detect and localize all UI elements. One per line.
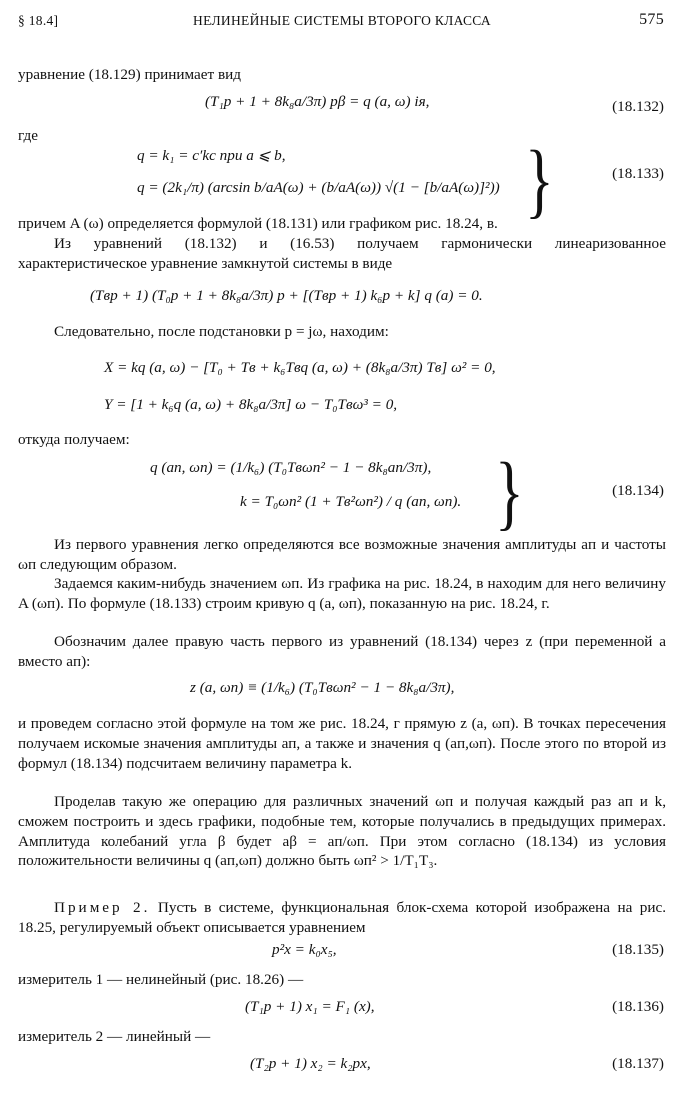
paragraph: и проведем согласно этой формуле на том же рис. 18.24, г прямую z (a, ωп). В точках пересечения получаем искомые значения амплитуды aп, а также и значения q (aп,ωп). После этого по второй из формул (18.134) подсчитаем величину параметра k.: [18, 715, 666, 772]
equation-z: z (a, ωп) ≡ (1/k₆) (T₀Tвωп² − 1 − 8k₈a/3π),: [190, 679, 455, 696]
equation-18-135: p²x = k₀x₅,: [272, 941, 337, 958]
example-text: Пусть в системе, функциональная блок-схема которой изображена на рис. 18.25, регулируемый объект описывается уравнением: [18, 899, 667, 936]
equation-number: (18.137): [612, 1055, 664, 1072]
paragraph: Задаемся каким-нибудь значением ωп. Из графика на рис. 18.24, в находим для него величину A (ωп). По формуле (18.133) строим кривую q (a, ωп), показанную на рис. 18.24, г.: [18, 575, 666, 612]
paragraph: Из уравнений (18.132) и (16.53) получаем гармонически линеаризованное характеристическое уравнение замкнутой системы в виде: [18, 235, 666, 272]
paragraph: измеритель 1 — нелинейный (рис. 18.26) —: [18, 971, 304, 988]
equation-18-137: (T₂p + 1) x₂ = k₂px,: [250, 1055, 371, 1072]
equation-18-134-a: q (aп, ωп) = (1/k₆) (T₀Tвωп² − 1 − 8k₈aп/3π),: [150, 459, 432, 476]
equation-number: (18.136): [612, 998, 664, 1015]
paragraph-example-2: [18, 898, 666, 938]
right-brace: }: [495, 445, 524, 539]
equation-18-136: (T₁p + 1) x₁ = F₁ (x),: [245, 998, 375, 1015]
equation-number: (18.135): [612, 941, 664, 958]
equation-18-134-b: k = T₀ωп² (1 + Tв²ωп²) / q (aп, ωп).: [240, 493, 462, 510]
equation-number: (18.134): [612, 482, 664, 499]
equation-x: X = kq (a, ω) − [T₀ + Tв + k₆Tвq (a, ω) + (8k₈a/3π) Tв] ω² = 0,: [104, 359, 496, 376]
running-title: НЕЛИНЕЙНЫЕ СИСТЕМЫ ВТОРОГО КЛАССА: [193, 13, 491, 28]
paragraph: измеритель 2 — линейный —: [18, 1028, 211, 1045]
paragraph: Проделав такую же операцию для различных значений ωп и получая каждый раз aп и k, сможем построить и здесь графики, подобные тем, которые получались в предыдущих примерах. Амплитуда колебаний угла β будет aβ = aп/ωп. При этом согласно (18.134) из условия положительности величины q (aп,ωп) должно быть ωп² > 1/T₁T₃.: [18, 793, 666, 870]
paragraph: Обозначим далее правую часть первого из уравнений (18.134) через z (при переменной a вместо aп):: [18, 633, 666, 670]
paragraph: причем A (ω) определяется формулой (18.131) или графиком рис. 18.24, в.: [18, 215, 498, 232]
equation-number: (18.132): [612, 98, 664, 115]
page-number: 575: [639, 11, 664, 28]
characteristic-equation: (Tвp + 1) (T₀p + 1 + 8k₈a/3π) p + [(Tвp + 1) k₆p + k] q (a) = 0.: [90, 287, 483, 304]
equation-18-133-b: q = (2k₁/π) (arcsin b/aA(ω) + (b/aA(ω)) √(1 − [b/aA(ω)]²)): [137, 179, 500, 196]
equation-number: (18.133): [612, 165, 664, 182]
example-label: Пример 2.: [54, 899, 151, 916]
paragraph: уравнение (18.129) принимает вид: [18, 66, 241, 83]
paragraph: Следовательно, после подстановки p = jω, находим:: [54, 323, 389, 340]
equation-18-133-a: q = k₁ = c′kс при a ⩽ b,: [137, 147, 286, 164]
paragraph: Из первого уравнения легко определяются все возможные значения амплитуды aп и частоты ωп следующим образом.: [18, 536, 666, 573]
section-ref: § 18.4]: [18, 13, 59, 28]
paragraph: где: [18, 127, 38, 144]
paragraph: откуда получаем:: [18, 431, 130, 448]
equation-y: Y = [1 + k₆q (a, ω) + 8k₈a/3π] ω − T₀Tвω³ = 0,: [104, 396, 398, 413]
right-brace: }: [525, 133, 554, 227]
equation-18-132: (T₁p + 1 + 8k₈a/3π) pβ = q (a, ω) iя,: [205, 93, 430, 110]
